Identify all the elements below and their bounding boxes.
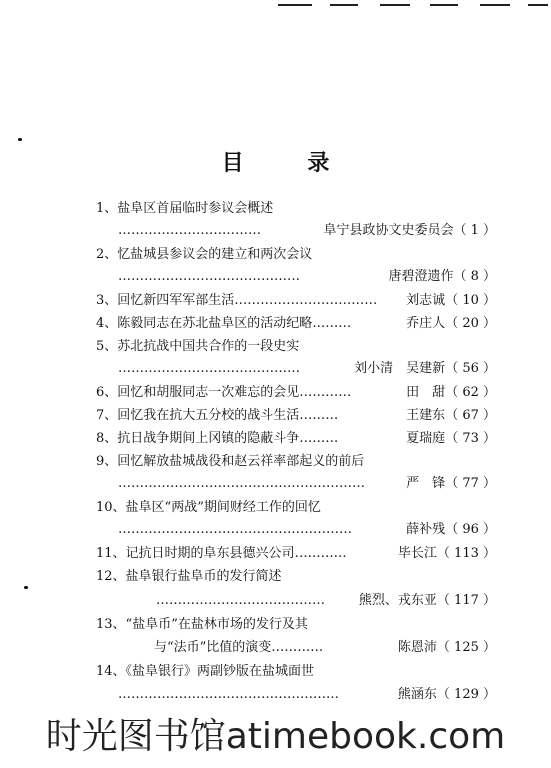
leader-dots: ………… [294,546,347,561]
scan-speck [18,138,22,141]
toc-entry-13-line-2 [96,639,496,657]
entry-title: 回忆解放盐城战役和赵云祥率部起义的前后 [117,454,365,469]
toc-entry-13 [96,616,496,634]
entry-title: 《盐阜银行》两副钞版在盐城面世 [125,664,315,679]
entry-author: 田 甜 [406,385,446,400]
entry-author: 陈恩沛 [397,640,437,655]
entry-page: （ 73 ） [445,431,496,446]
top-edge-marks [270,0,551,8]
entry-number: 2、 [96,247,118,262]
page-title: 目 录 [221,150,358,176]
leader-dots: ……… [312,316,352,331]
entry-author: 熊涵东 [397,687,437,702]
leader-dots: ………………………………………………… [118,476,365,491]
entry-title: 陈毅同志在苏北盐阜区的活动纪略 [117,316,313,331]
entry-page: （ 10 ） [445,293,496,308]
entry-number: 9、 [96,454,118,469]
watermark: 时光图书馆atimebook.com [45,716,506,757]
entry-number: 12、 [96,569,126,584]
toc-entry-3 [96,292,496,310]
entry-title: 盐阜银行盐阜币的发行简述 [125,569,282,584]
toc-entry-14-author-line [96,686,496,704]
toc-entry-12 [96,568,496,586]
toc-entry-7 [96,407,496,425]
toc-entry-10-author-line [96,521,496,539]
leader-dots: ……………………………………………… [118,522,352,537]
entry-page: （ 117 ） [436,593,496,608]
toc-entry-14 [96,663,496,681]
entry-page: （ 62 ） [445,385,496,400]
entry-page: （ 113 ） [436,546,496,561]
entry-author: 夏瑞庭 [406,431,446,446]
entry-number: 1、 [96,201,118,216]
toc-entry-10 [96,499,496,517]
toc-entry-9 [96,453,496,471]
entry-number: 4、 [96,316,118,331]
entry-author: 刘小清 吴建新 [354,361,446,376]
entry-author: 毕长江 [397,546,437,561]
entry-page: （ 96 ） [445,522,496,537]
entry-number: 6、 [96,385,118,400]
entry-number: 3、 [96,293,118,308]
toc-entry-5 [96,338,496,356]
toc-entry-12-author-line [96,592,496,610]
entry-title: 回忆新四军军部生活 [117,293,235,308]
entry-title: 抗日战争期间上冈镇的隐蔽斗争 [117,431,300,446]
entry-author: 王建东 [406,408,446,423]
entry-author: 熊烈、戎东亚 [358,593,437,608]
entry-title: 盐阜区首届临时参议会概述 [117,201,274,216]
entry-title: 苏北抗战中国共合作的一段史实 [117,339,300,354]
toc-entry-5-author-line [96,360,496,378]
leader-dots: …………………………… [234,293,378,308]
entry-title: 回忆和胡服同志一次难忘的会见 [117,385,300,400]
entry-page: （ 67 ） [445,408,496,423]
toc-entry-1 [96,200,496,218]
entry-number: 10、 [96,500,126,515]
entry-page: （ 77 ） [445,476,496,491]
entry-title: 盐阜区“两战”期间财经工作的回忆 [125,500,321,515]
toc-entry-11 [96,545,496,563]
entry-page: （ 129 ） [436,687,496,702]
entry-number: 5、 [96,339,118,354]
leader-dots: …………………………………………… [118,687,339,702]
leader-dots: ………………………………… [156,593,325,608]
toc-entry-8 [96,430,496,448]
entry-title-continued: 与“法币”比值的演变 [154,640,272,655]
entry-page: （ 20 ） [445,316,496,331]
scan-speck [24,586,28,589]
entry-title: 记抗日时期的阜东县德兴公司 [125,546,295,561]
entry-author: 刘志诚 [406,293,446,308]
entry-title: 回忆我在抗大五分校的战斗生活 [117,408,300,423]
toc-entry-6 [96,384,496,402]
leader-dots: …………………………… [118,223,261,238]
entry-title: 忆盐城县参议会的建立和两次会议 [117,247,313,262]
toc-entry-9-author-line [96,475,496,493]
leader-dots: ………… [299,385,352,400]
entry-number: 8、 [96,431,118,446]
entry-number: 14、 [96,664,126,679]
leader-dots: ……… [299,408,339,423]
leader-dots: ……… [299,431,339,446]
entry-title: “盐阜币”在盐林市场的发行及其 [125,617,308,632]
entry-page: （ 8 ） [453,269,496,284]
entry-author: 严 锋 [406,476,446,491]
leader-dots: …………………………………… [118,361,300,376]
entry-page: （ 125 ） [436,640,496,655]
entry-number: 7、 [96,408,118,423]
toc-entry-4 [96,315,496,333]
entry-author: 唐碧澄遗作 [388,269,454,284]
toc-entry-2-author-line [96,268,496,286]
toc-entry-1-author-line [96,222,496,240]
entry-page: （ 56 ） [445,361,496,376]
entry-author: 阜宁县政协文史委员会 [323,223,454,238]
entry-author: 薛补残 [406,522,446,537]
entry-number: 13、 [96,617,126,632]
entry-number: 11、 [96,546,126,561]
entry-page: （ 1 ） [453,223,496,238]
leader-dots: ………… [271,640,324,655]
entry-author: 乔庄人 [406,316,446,331]
leader-dots: …………………………………… [118,269,300,284]
toc-entry-2 [96,246,496,264]
